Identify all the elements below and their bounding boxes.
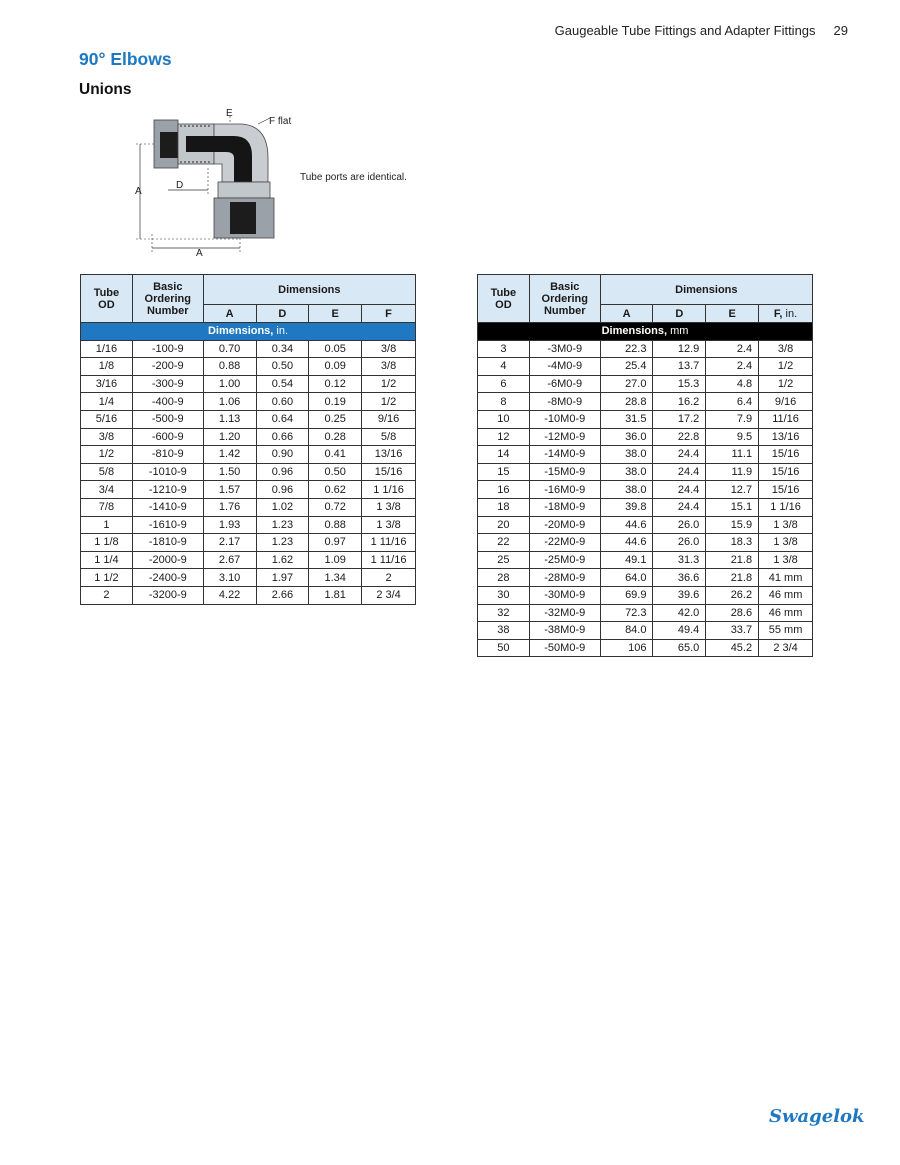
table-cell: 9/16 (362, 410, 416, 428)
header-d: D (653, 305, 706, 323)
table-cell: 38 (478, 622, 530, 640)
table-cell: 31.5 (600, 410, 653, 428)
units-band: Dimensions, mm (478, 323, 813, 341)
table-cell: -28M0-9 (529, 569, 600, 587)
header-tube-od: Tube OD (81, 275, 133, 323)
table-cell: -12M0-9 (529, 428, 600, 446)
table-cell: 39.8 (600, 498, 653, 516)
header-dimensions: Dimensions (600, 275, 812, 305)
table-cell: 11.1 (706, 446, 759, 464)
table-cell: 3 (478, 340, 530, 358)
table-cell: -1410-9 (132, 498, 203, 516)
table-cell: 38.0 (600, 446, 653, 464)
table-cell: 50 (478, 639, 530, 657)
table-cell: 1.76 (203, 498, 256, 516)
table-cell: 6 (478, 375, 530, 393)
label-e: E (226, 108, 233, 119)
table-cell: 24.4 (653, 481, 706, 499)
table-cell: 15.9 (706, 516, 759, 534)
table-cell: 1/2 (759, 375, 813, 393)
table-cell: 12.9 (653, 340, 706, 358)
table-cell: 2.66 (256, 586, 309, 604)
table-row (81, 534, 416, 552)
table-cell: 72.3 (600, 604, 653, 622)
table-cell: 15.3 (653, 375, 706, 393)
table-cell: 20 (478, 516, 530, 534)
table-cell: 15.1 (706, 498, 759, 516)
table-cell: 0.70 (203, 340, 256, 358)
table-row (478, 410, 813, 428)
inch-dimensions-table (80, 274, 416, 605)
table-cell: 2 3/4 (759, 639, 813, 657)
table-cell: 1.23 (256, 516, 309, 534)
units-band: Dimensions, in. (81, 323, 416, 341)
table-cell: -810-9 (132, 446, 203, 464)
table-cell: 13/16 (759, 428, 813, 446)
table-cell: -38M0-9 (529, 622, 600, 640)
table-cell: 11/16 (759, 410, 813, 428)
header-dimensions: Dimensions (203, 275, 415, 305)
table-cell: 28.8 (600, 393, 653, 411)
table-cell: 49.1 (600, 551, 653, 569)
table-cell: 3/8 (759, 340, 813, 358)
figure-note: Tube ports are identical. (300, 172, 407, 183)
table-cell: 1.50 (203, 463, 256, 481)
table-row (478, 534, 813, 552)
table-cell: -50M0-9 (529, 639, 600, 657)
table-cell: 3/16 (81, 375, 133, 393)
swagelok-logo (767, 1100, 865, 1132)
table-cell: 17.2 (653, 410, 706, 428)
table-row (478, 639, 813, 657)
table-cell: 0.19 (309, 393, 362, 411)
table-cell: 21.8 (706, 569, 759, 587)
table-row (81, 428, 416, 446)
table-cell: 1.00 (203, 375, 256, 393)
table-row (478, 516, 813, 534)
table-cell: 1/2 (362, 393, 416, 411)
table-cell: 1 3/8 (759, 516, 813, 534)
table-cell: 1/8 (81, 358, 133, 376)
header-e: E (309, 305, 362, 323)
table-cell: 9.5 (706, 428, 759, 446)
table-cell: 10 (478, 410, 530, 428)
table-cell: 33.7 (706, 622, 759, 640)
table-cell: -1810-9 (132, 534, 203, 552)
table-cell: 0.62 (309, 481, 362, 499)
table-cell: -32M0-9 (529, 604, 600, 622)
sub-title: Unions (79, 81, 132, 98)
table-cell: 2.4 (706, 340, 759, 358)
table-cell: 1/16 (81, 340, 133, 358)
table-cell: 3/8 (362, 340, 416, 358)
table-row (478, 569, 813, 587)
header-a: A (600, 305, 653, 323)
table-cell: -1610-9 (132, 516, 203, 534)
table-cell: 1/4 (81, 393, 133, 411)
label-a-vertical: A (135, 186, 142, 197)
table-cell: 12.7 (706, 481, 759, 499)
header-title: Gaugeable Tube Fittings and Adapter Fittings (554, 23, 816, 38)
table-cell: 1.23 (256, 534, 309, 552)
table-cell: 0.60 (256, 393, 309, 411)
table-cell: 26.2 (706, 586, 759, 604)
table-cell: 4.8 (706, 375, 759, 393)
table-row (81, 393, 416, 411)
table-cell: 18 (478, 498, 530, 516)
table-cell: 1.62 (256, 551, 309, 569)
table-cell: 0.88 (203, 358, 256, 376)
table-cell: 25.4 (600, 358, 653, 376)
table-cell: -1210-9 (132, 481, 203, 499)
table-cell: 1 (81, 516, 133, 534)
table-cell: 46 mm (759, 604, 813, 622)
table-row (81, 516, 416, 534)
table-cell: 26.0 (653, 534, 706, 552)
table-cell: 2.67 (203, 551, 256, 569)
table-cell: 30 (478, 586, 530, 604)
left-ferrule (160, 132, 180, 158)
table-row (81, 481, 416, 499)
table-row (478, 551, 813, 569)
table-cell: 0.66 (256, 428, 309, 446)
table-cell: 24.4 (653, 463, 706, 481)
table-cell: 4 (478, 358, 530, 376)
table-cell: -16M0-9 (529, 481, 600, 499)
table-cell: -8M0-9 (529, 393, 600, 411)
table-cell: 1 1/2 (81, 569, 133, 587)
label-d: D (176, 180, 184, 191)
table-cell: 44.6 (600, 534, 653, 552)
table-cell: 26.0 (653, 516, 706, 534)
table-cell: 0.72 (309, 498, 362, 516)
table-cell: 38.0 (600, 481, 653, 499)
header-f: F (362, 305, 416, 323)
table-row (81, 551, 416, 569)
table-cell: 106 (600, 639, 653, 657)
table-cell: -6M0-9 (529, 375, 600, 393)
table-row (478, 393, 813, 411)
page-number: 29 (833, 23, 848, 38)
table-cell: 25 (478, 551, 530, 569)
table-row (81, 498, 416, 516)
table-cell: 15/16 (759, 463, 813, 481)
table-cell: 2 (81, 586, 133, 604)
table-cell: 49.4 (653, 622, 706, 640)
table-cell: 44.6 (600, 516, 653, 534)
table-row (478, 428, 813, 446)
table-cell: -2400-9 (132, 569, 203, 587)
table-cell: 7/8 (81, 498, 133, 516)
table-row (81, 340, 416, 358)
table-row (81, 463, 416, 481)
table-cell: 69.9 (600, 586, 653, 604)
table-cell: 2.4 (706, 358, 759, 376)
table-cell: 65.0 (653, 639, 706, 657)
table-cell: 41 mm (759, 569, 813, 587)
table-row (478, 498, 813, 516)
table-cell: -600-9 (132, 428, 203, 446)
table-cell: 0.34 (256, 340, 309, 358)
metric-dimensions-table (477, 274, 813, 657)
table-cell: 14 (478, 446, 530, 464)
table-cell: 1.06 (203, 393, 256, 411)
table-cell: -100-9 (132, 340, 203, 358)
table-cell: 1.42 (203, 446, 256, 464)
table-row (478, 340, 813, 358)
table-cell: 28 (478, 569, 530, 587)
table-cell: 31.3 (653, 551, 706, 569)
table-cell: -300-9 (132, 375, 203, 393)
table-cell: 1/2 (759, 358, 813, 376)
elbow-union-drawing (130, 106, 300, 258)
table-cell: 0.96 (256, 481, 309, 499)
table-cell: 1.93 (203, 516, 256, 534)
table-row (478, 481, 813, 499)
table-cell: 27.0 (600, 375, 653, 393)
section-title: 90° Elbows (79, 49, 172, 69)
table-cell: 3/4 (81, 481, 133, 499)
table-cell: 0.09 (309, 358, 362, 376)
table-cell: 24.4 (653, 446, 706, 464)
logo-wordmark: Swagelok (769, 1106, 865, 1127)
table-cell: -30M0-9 (529, 586, 600, 604)
table-row (81, 569, 416, 587)
table-row (478, 446, 813, 464)
header-d: D (256, 305, 309, 323)
table-cell: 28.6 (706, 604, 759, 622)
bottom-ferrule (230, 202, 256, 234)
table-row (81, 446, 416, 464)
table-row (478, 604, 813, 622)
table-cell: -18M0-9 (529, 498, 600, 516)
table-cell: 12 (478, 428, 530, 446)
running-header (555, 23, 848, 38)
table-cell: 1/2 (362, 375, 416, 393)
table-row (81, 586, 416, 604)
header-f: F, in. (759, 305, 813, 323)
table-cell: 0.90 (256, 446, 309, 464)
label-a-horizontal: A (196, 248, 203, 259)
table-cell: 45.2 (706, 639, 759, 657)
table-cell: 0.28 (309, 428, 362, 446)
table-cell: 1/2 (81, 446, 133, 464)
table-cell: 22 (478, 534, 530, 552)
table-cell: 1 11/16 (362, 551, 416, 569)
table-cell: -20M0-9 (529, 516, 600, 534)
table-cell: 38.0 (600, 463, 653, 481)
table-cell: 2 3/4 (362, 586, 416, 604)
header-ordering-number: Basic Ordering Number (132, 275, 203, 323)
table-cell: 46 mm (759, 586, 813, 604)
table-cell: 36.6 (653, 569, 706, 587)
table-cell: 1 3/8 (362, 498, 416, 516)
table-cell: 1 1/8 (81, 534, 133, 552)
table-cell: 2 (362, 569, 416, 587)
table-row (478, 622, 813, 640)
table-cell: 0.05 (309, 340, 362, 358)
header-a: A (203, 305, 256, 323)
table-cell: 15/16 (759, 481, 813, 499)
table-cell: 4.22 (203, 586, 256, 604)
table-cell: 1.97 (256, 569, 309, 587)
table-cell: -15M0-9 (529, 463, 600, 481)
table-cell: 15 (478, 463, 530, 481)
table-row (81, 410, 416, 428)
table-cell: 16.2 (653, 393, 706, 411)
header-tube-od: Tube OD (478, 275, 530, 323)
table-cell: 1 1/16 (759, 498, 813, 516)
table-cell: 5/16 (81, 410, 133, 428)
header-ordering-number: Basic Ordering Number (529, 275, 600, 323)
table-cell: 1.20 (203, 428, 256, 446)
table-cell: 0.25 (309, 410, 362, 428)
table-cell: 36.0 (600, 428, 653, 446)
table-cell: 16 (478, 481, 530, 499)
table-cell: 0.12 (309, 375, 362, 393)
table-cell: 32 (478, 604, 530, 622)
table-cell: 6.4 (706, 393, 759, 411)
table-cell: -1010-9 (132, 463, 203, 481)
table-cell: 1.34 (309, 569, 362, 587)
table-cell: 84.0 (600, 622, 653, 640)
table-cell: 15/16 (759, 446, 813, 464)
table-cell: 1.57 (203, 481, 256, 499)
table-cell: 13/16 (362, 446, 416, 464)
table-cell: 8 (478, 393, 530, 411)
table-cell: 55 mm (759, 622, 813, 640)
table-cell: 0.50 (309, 463, 362, 481)
table-row (478, 463, 813, 481)
table-cell: -14M0-9 (529, 446, 600, 464)
table-row (478, 375, 813, 393)
table-cell: 0.54 (256, 375, 309, 393)
table-cell: -3M0-9 (529, 340, 600, 358)
table-cell: 1 3/8 (759, 551, 813, 569)
table-cell: 2.17 (203, 534, 256, 552)
table-cell: 42.0 (653, 604, 706, 622)
table-row (81, 358, 416, 376)
table-cell: 11.9 (706, 463, 759, 481)
table-cell: 64.0 (600, 569, 653, 587)
table-cell: -500-9 (132, 410, 203, 428)
table-cell: 15/16 (362, 463, 416, 481)
table-cell: 1 3/8 (362, 516, 416, 534)
table-cell: 5/8 (81, 463, 133, 481)
table-cell: 0.97 (309, 534, 362, 552)
table-cell: 5/8 (362, 428, 416, 446)
table-cell: -25M0-9 (529, 551, 600, 569)
table-cell: 1.81 (309, 586, 362, 604)
table-cell: 24.4 (653, 498, 706, 516)
table-cell: 13.7 (653, 358, 706, 376)
table-cell: 0.96 (256, 463, 309, 481)
table-cell: 0.50 (256, 358, 309, 376)
table-cell: 0.88 (309, 516, 362, 534)
table-cell: 3/8 (362, 358, 416, 376)
table-cell: 1 1/16 (362, 481, 416, 499)
table-cell: 22.8 (653, 428, 706, 446)
table-cell: 22.3 (600, 340, 653, 358)
label-f-flat: F flat (269, 116, 292, 127)
table-cell: 1.02 (256, 498, 309, 516)
table-cell: -4M0-9 (529, 358, 600, 376)
table-cell: 0.64 (256, 410, 309, 428)
table-cell: 1.13 (203, 410, 256, 428)
table-cell: 3/8 (81, 428, 133, 446)
table-cell: -400-9 (132, 393, 203, 411)
table-cell: 18.3 (706, 534, 759, 552)
table-cell: 0.41 (309, 446, 362, 464)
table-cell: 7.9 (706, 410, 759, 428)
table-cell: 21.8 (706, 551, 759, 569)
table-row (478, 586, 813, 604)
table-cell: -2000-9 (132, 551, 203, 569)
table-cell: 1 1/4 (81, 551, 133, 569)
table-row (478, 358, 813, 376)
table-cell: -10M0-9 (529, 410, 600, 428)
table-cell: 1 11/16 (362, 534, 416, 552)
table-cell: 9/16 (759, 393, 813, 411)
table-cell: -22M0-9 (529, 534, 600, 552)
table-cell: -3200-9 (132, 586, 203, 604)
table-cell: 39.6 (653, 586, 706, 604)
table-cell: 3.10 (203, 569, 256, 587)
header-e: E (706, 305, 759, 323)
table-cell: 1 3/8 (759, 534, 813, 552)
table-cell: -200-9 (132, 358, 203, 376)
table-row (81, 375, 416, 393)
table-cell: 1.09 (309, 551, 362, 569)
